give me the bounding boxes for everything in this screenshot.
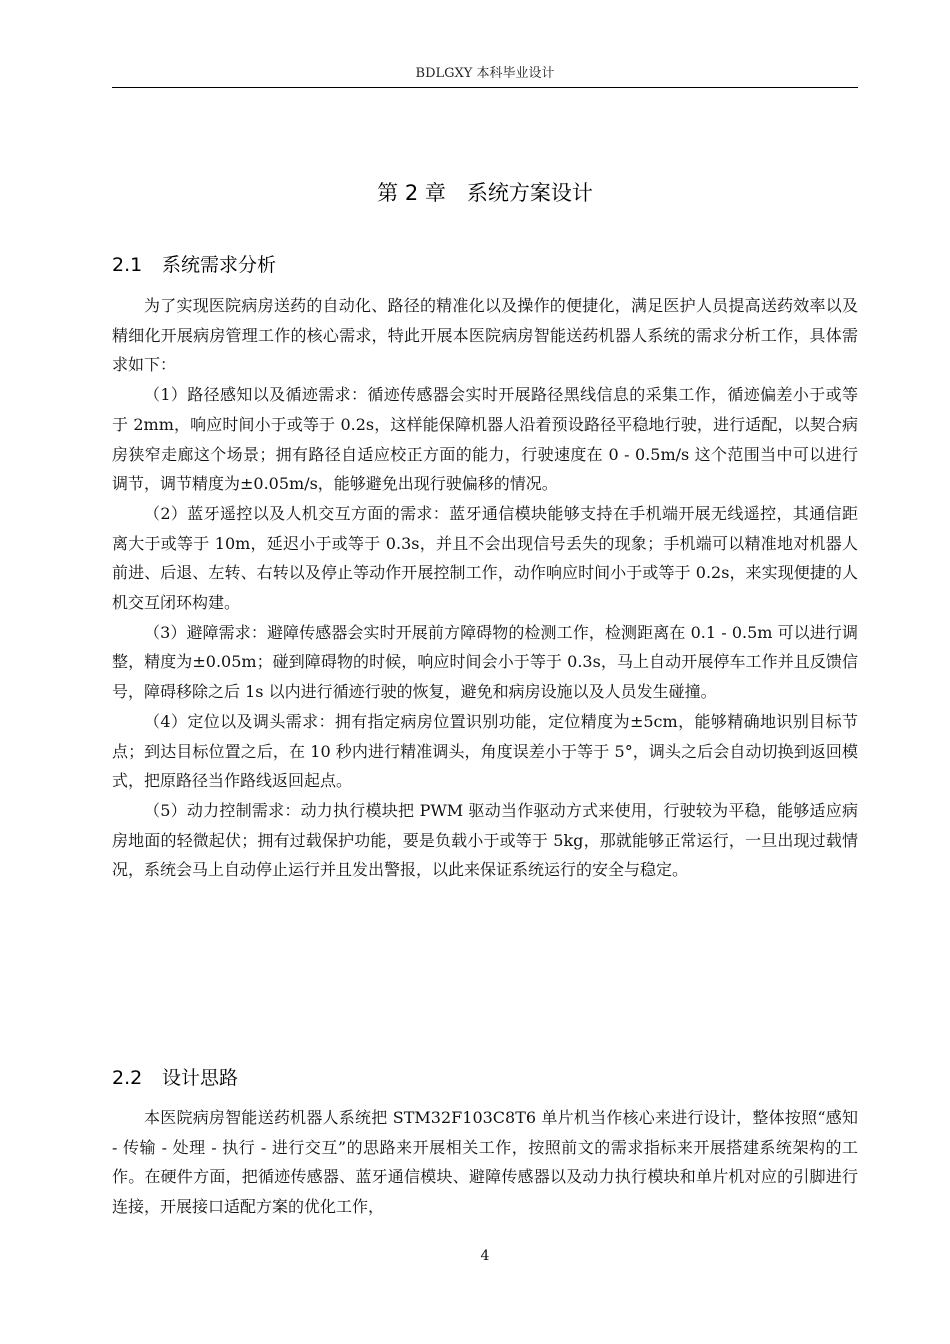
section-2-1-body [112, 291, 858, 885]
chapter-title: 第 2 章 系统方案设计 [377, 181, 593, 205]
section-number: 2.1 [112, 254, 143, 276]
section-heading-2-2 [112, 1063, 858, 1093]
section-number: 2.2 [112, 1067, 143, 1089]
running-header: BDLGXY 本科毕业设计 [415, 66, 555, 81]
section-title: 系统需求分析 [162, 254, 277, 276]
paragraph: 本医院病房智能送药机器人系统把 STM32F103C8T6 单片机当作核心来进行设计，整体按照“感知 - 传输 - 处理 - 执行 - 进行交互”的思路来开展相关工作，按照前文的需求指标来开展搭建系统架构的工作。在硬件方面，把循迹传感器、蓝牙通信模块、避障传感器以及动力执行模块和单片机对应的引脚进行连接，开展接口适配方案的优化工作， [112, 1108, 858, 1217]
section-heading-2-1 [112, 250, 858, 280]
header-divider [112, 87, 858, 88]
paragraph: （3）避障需求：避障传感器会实时开展前方障碍物的检测工作，检测距离在 0.1 - 0.5m 可以进行调整，精度为±0.05m；碰到障碍物的时候，响应时间会小于等于 0.3s，马上自动开展停车工作并且反馈信号，障碍移除之后 1s 以内进行循迹行驶的恢复，避免和病房设施以及人员发生碰撞。 [112, 622, 858, 702]
paragraph: 为了实现医院病房送药的自动化、路径的精准化以及操作的便捷化，满足医护人员提高送药效率以及精细化开展病房管理工作的核心需求，特此开展本医院病房智能送药机器人系统的需求分析工作，具体需求如下： [112, 296, 858, 375]
paragraph: （2）蓝牙遥控以及人机交互方面的需求：蓝牙通信模块能够支持在手机端开展无线遥控，其通信距离大于或等于 10m，延迟小于或等于 0.3s，并且不会出现信号丢失的现象；手机端可以精准地对机器人前进、后退、左转、右转以及停止等动作开展控制工作，动作响应时间小于或等于 0.2s，来实现便捷的人机交互闭环构建。 [112, 503, 858, 613]
paragraph: （5）动力控制需求：动力执行模块把 PWM 驱动当作驱动方式来使用，行驶较为平稳，能够适应病房地面的轻微起伏；拥有过载保护功能，要是负载小于或等于 5kg，那就能够正常运行，一旦出现过载情况，系统会马上自动停止运行并且发出警报，以此来保证系统运行的安全与稳定。 [112, 800, 858, 880]
paragraph: （1）路径感知以及循迹需求：循迹传感器会实时开展路径黑线信息的采集工作，循迹偏差小于或等于 2mm，响应时间小于或等于 0.2s，这样能保障机器人沿着预设路径平稳地行驶，进行适配，以契合病房狭窄走廊这个场景；拥有路径自适应校正方面的能力，行驶速度在 0 - 0.5m/s 这个范围当中可以进行调节，调节精度为±0.05m/s，能够避免出现行驶偏移的情况。 [112, 385, 858, 494]
section-title: 设计思路 [162, 1067, 239, 1089]
section-2-2-body [112, 1103, 858, 1222]
page-number: 4 [480, 1248, 490, 1264]
paragraph: （4）定位以及调头需求：拥有指定病房位置识别功能，定位精度为±5cm，能够精确地识别目标节点；到达目标位置之后，在 10 秒内进行精准调头，角度误差小于等于 5°，调头之后会自动切换到返回模式，把原路径当作路线返回起点。 [112, 711, 858, 791]
